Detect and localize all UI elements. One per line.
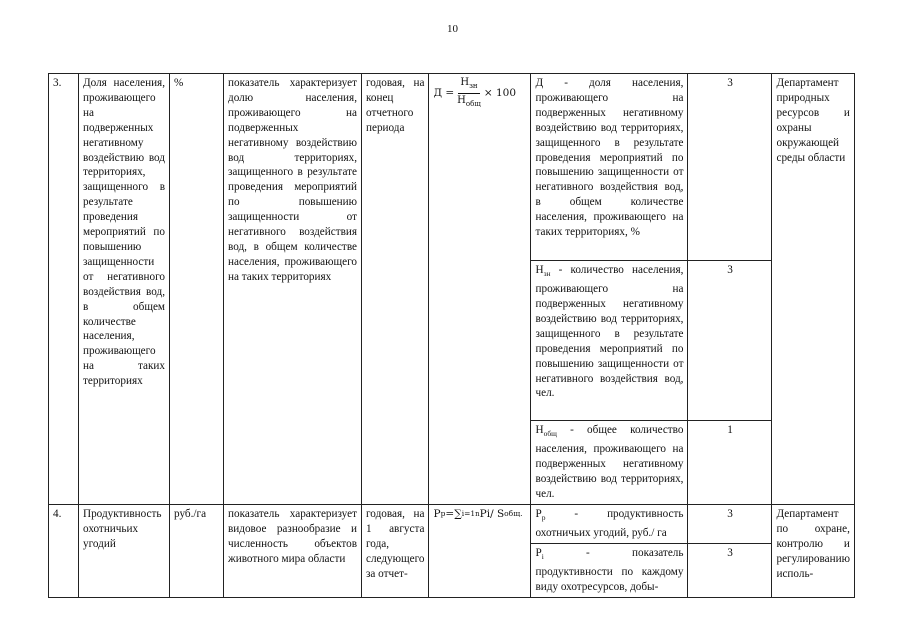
data-source: 3: [688, 505, 772, 544]
data-source: 1: [688, 421, 772, 505]
indicator-name: Доля населения, проживающего на подверженных негативному воздействию вод территориях, защищенного в результате проведения мероприятий по повышению защищенности от негативного воздействия вод, в общем количестве населения, проживающего на таких территориях: [79, 74, 170, 505]
formula-cell: [429, 74, 531, 505]
row-number: 4.: [49, 505, 79, 598]
responsible-department: Департамент по охране, контролю и регулированию исполь-: [772, 505, 854, 598]
variable-definition: $Н_{зн}$ - количество населения, проживающего на подверженных негативному воздействию вод территориях, защищенного в результате проведения мероприятий по повышению защищенности от негативного воздействия вод, чел.: [531, 261, 688, 421]
unit: %: [170, 74, 224, 505]
data-source: 3: [688, 74, 772, 261]
page-number: 10: [447, 23, 458, 35]
variable-definition: $P_i$ - показатель продуктивности по каждому виду охотресурсов, добы-: [531, 544, 688, 598]
formula: P p = ∑ i=1 n Pi/ S общ.: [433, 508, 523, 520]
indicator-description: показатель характеризует видовое разнообразие и численность объектов животного мира области: [224, 505, 362, 598]
responsible-department: Департамент природных ресурсов и охраны окружающей среды области: [772, 74, 854, 505]
table-row: [49, 74, 855, 261]
data-source: 3: [688, 544, 772, 598]
row-number: 3.: [49, 74, 79, 505]
data-source: 3: [688, 261, 772, 421]
variable-definition: $P_p$ - продуктивность охотничьих угодий, руб./ га: [531, 505, 688, 544]
table-row: [49, 505, 855, 544]
variable-definition: $Н_{общ}$ - общее количество населения, проживающего на подверженных негативному воздействию вод территориях, чел.: [531, 421, 688, 505]
indicator-name: Продуктивность охотничьих угодий: [79, 505, 170, 598]
indicator-description: показатель характеризует долю населения, проживающего на подверженных негативному воздействию вод территориях, защищенного в результате проведения мероприятий по повышению защищенности от негативного воздействия вод, в общем количестве населения, проживающего на таких территориях: [224, 74, 362, 505]
reporting-period: годовая, на 1 августа года, следующего за отчет-: [362, 505, 429, 598]
variable-definition: Д - доля населения, проживающего на подверженных негативному воздействию вод территориях, защищенного в результате проведения мероприятий по повышению защищенности от негативного воздействия вод, в общем количестве населения, проживающего на таких территориях, %: [531, 74, 688, 261]
unit: руб./га: [170, 505, 224, 598]
formula-fraction: $\frac{Н_{зн}}{Н_{общ}}$: [457, 77, 481, 108]
formula: Д = $\frac{Н_{зн}}{Н_{общ}}$ × 100: [433, 76, 526, 111]
reporting-period: годовая, на конец отчетного периода: [362, 74, 429, 505]
formula-cell: [429, 505, 531, 598]
indicator-table: [48, 73, 855, 598]
